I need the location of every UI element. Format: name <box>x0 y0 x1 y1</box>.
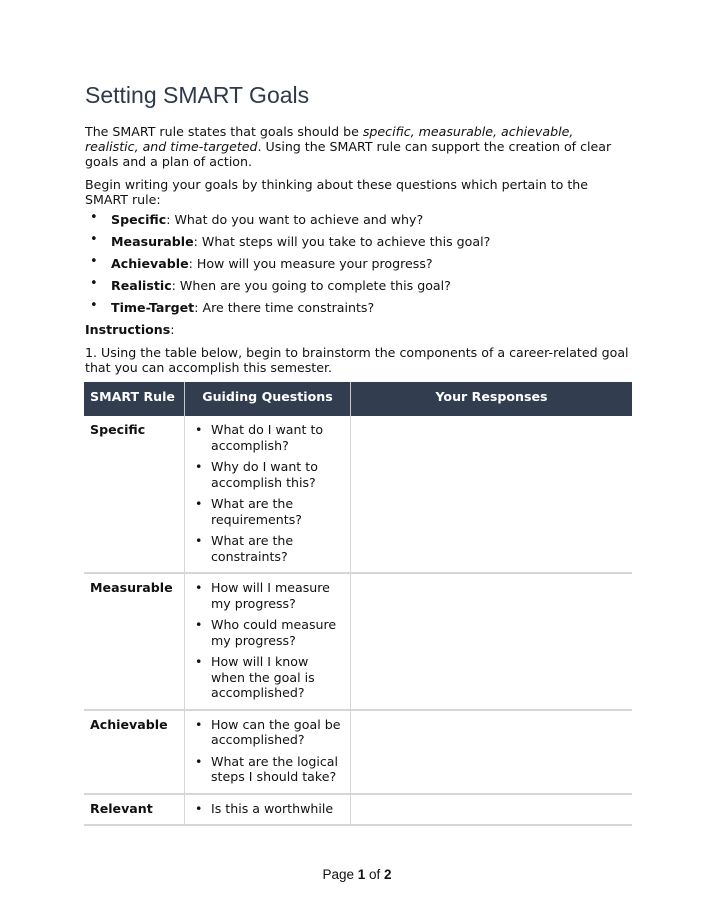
table-row <box>84 794 632 826</box>
question-item: • How will I know when the goal is accomplished? <box>195 654 315 700</box>
question-item: • Why do I want to accomplish this? <box>195 459 318 490</box>
question-item: • Who could measure my progress? <box>195 617 337 648</box>
column-header-rule: SMART Rule <box>84 382 185 416</box>
question-item: • How will I measure my progress? <box>195 580 330 611</box>
bullet-icon: • <box>195 422 203 437</box>
page-title: Setting SMART Goals <box>85 82 310 108</box>
table-row <box>84 710 632 794</box>
instructions-heading: Instructions: <box>85 322 175 337</box>
bullet-icon: • <box>195 753 203 769</box>
bullet-icon: • <box>195 580 203 595</box>
table-row <box>84 573 632 710</box>
table-header-row <box>84 382 632 416</box>
rule-cell: Measurable <box>84 573 185 710</box>
page-number-footer: Page 1 of 2 <box>322 867 392 882</box>
question-item: • What are the logical steps I should take? <box>195 753 338 784</box>
instructions-step-1: 1. Using the table below, begin to brainstorm the components of a career-related goal that you can accomplish this semester. <box>85 345 629 375</box>
bullet-icon: • <box>195 716 203 732</box>
bullet-icon: • <box>90 232 98 247</box>
response-cell[interactable] <box>351 416 633 573</box>
question-item: • What do I want to accomplish? <box>195 422 324 453</box>
list-item: • Achievable: How will you measure your progress? <box>90 254 433 271</box>
intro-paragraph: The SMART rule states that goals should be specific, measurable, achievable, realistic, and time-targeted. Using the SMART rule can support the creation of clear goals and a plan of action. <box>85 124 612 169</box>
question-item: • What are the constraints? <box>195 533 294 564</box>
questions-cell <box>185 573 351 710</box>
bullet-icon: • <box>195 459 203 474</box>
list-item: • Time-Target: Are there time constraints? <box>90 298 375 315</box>
questions-cell <box>185 416 351 573</box>
bullet-icon: • <box>90 254 98 269</box>
list-item: • Measurable: What steps will you take to achieve this goal? <box>90 232 491 249</box>
bullet-icon: • <box>195 617 203 632</box>
list-item: • Realistic: When are you going to complete this goal? <box>90 276 451 293</box>
intro-paragraph-2: Begin writing your goals by thinking about these questions which pertain to the SMART rule: <box>85 177 589 207</box>
rule-cell: Specific <box>84 416 185 573</box>
rule-cell: Achievable <box>84 710 185 794</box>
question-item: • What are the requirements? <box>195 496 302 527</box>
smart-goals-table <box>84 382 632 826</box>
bullet-icon: • <box>90 298 98 313</box>
column-header-questions: Guiding Questions <box>185 382 351 416</box>
bullet-icon: • <box>90 276 98 291</box>
bullet-icon: • <box>195 654 203 669</box>
question-item: • Is this a worthwhile <box>195 800 334 816</box>
response-cell[interactable] <box>351 710 633 794</box>
bullet-icon: • <box>195 496 203 511</box>
bullet-icon: • <box>90 210 98 225</box>
table-row <box>84 416 632 573</box>
rule-cell: Relevant <box>84 794 185 826</box>
column-header-responses: Your Responses <box>351 382 633 416</box>
smart-rule-list <box>85 212 490 322</box>
questions-cell <box>185 794 351 826</box>
bullet-icon: • <box>195 533 203 548</box>
question-item: • How can the goal be accomplished? <box>195 716 341 747</box>
list-item: • Specific: What do you want to achieve and why? <box>90 210 424 227</box>
response-cell[interactable] <box>351 573 633 710</box>
questions-cell <box>185 710 351 794</box>
response-cell[interactable] <box>351 794 633 826</box>
bullet-icon: • <box>195 800 203 816</box>
